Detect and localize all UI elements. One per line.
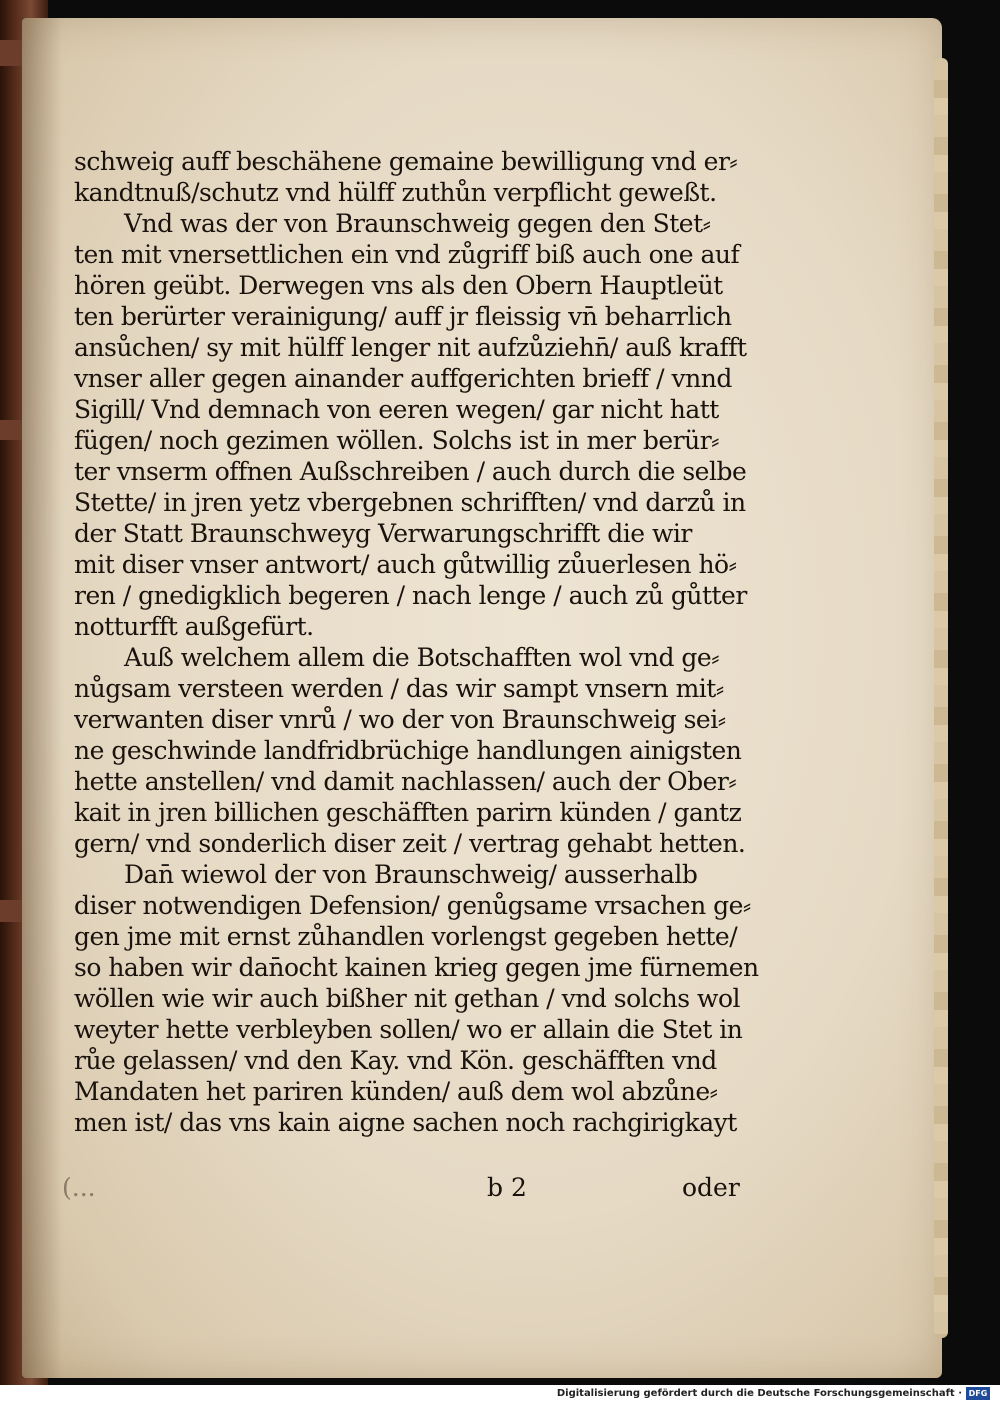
text-line: verwanten diser vnrů / wo der von Braunschweig sei⸗ — [74, 705, 726, 734]
text-line: ten mit vnersettlichen ein vnd zůgriff biß auch one auf — [74, 240, 740, 269]
ink-smudge: (... — [62, 1173, 96, 1202]
text-line: mit diser vnser antwort/ auch gůtwillig zůuerlesen hö⸗ — [74, 550, 737, 579]
text-line: hette anstellen/ vnd damit nachlassen/ auch der Ober⸗ — [74, 767, 737, 796]
text-line: der Statt Braunschweyg Verwarungschrifft die wir — [74, 519, 692, 548]
text-line: gen jme mit ernst zůhandlen vorlengst gegeben hette/ — [74, 922, 738, 951]
dfg-logo: DFG — [966, 1387, 990, 1400]
text-line: růe gelassen/ vnd den Kay. vnd Kön. geschäfften vnd — [74, 1046, 717, 1075]
text-line: hören geübt. Derwegen vns als den Obern Hauptleüt — [74, 271, 723, 300]
text-line: ter vnserm offnen Außschreiben / auch durch die selbe — [74, 457, 747, 486]
text-line: diser notwendigen Defension/ genůgsame vrsachen ge⸗ — [74, 891, 751, 920]
digitization-credit: Digitalisierung gefördert durch die Deutsche Forschungsgemeinschaft · — [556, 1388, 962, 1399]
text-line: Vnd was der von Braunschweig gegen den Stet⸗ — [124, 209, 711, 238]
text-line: Auß welchem allem die Botschafften wol vnd ge⸗ — [124, 643, 720, 672]
text-line: Stette/ in jren yetz vbergebnen schrifften/ vnd darzů in — [74, 488, 746, 517]
page-edge-wear — [934, 58, 948, 1338]
text-line: schweig auff beschähene gemaine bewilligung vnd er⸗ — [74, 147, 738, 176]
text-line: ansůchen/ sy mit hülff lenger nit aufzůziehn̄/ auß krafft — [74, 333, 747, 362]
text-line: kandtnuß/schutz vnd hülff zuthůn verpflicht geweßt. — [74, 178, 717, 207]
text-line: kait in jren billichen geschäfften parirn künden / gantz — [74, 798, 742, 827]
text-line: Sigill/ Vnd demnach von eeren wegen/ gar nicht hatt — [74, 395, 719, 424]
text-line: ten berürter verainigung/ auff jr fleissig vn̄ beharrlich — [74, 302, 732, 331]
text-line: Mandaten het pariren künden/ auß dem wol abzůne⸗ — [74, 1077, 718, 1106]
catchword: oder — [682, 1173, 740, 1202]
text-line: so haben wir dan̄ocht kainen krieg gegen jme fürnemen — [74, 953, 759, 982]
text-line: ren / gnedigklich begeren / nach lenge / auch zů gůtter — [74, 581, 747, 610]
text-line: wöllen wie wir auch bißher nit gethan / vnd solchs wol — [74, 984, 740, 1013]
gutter-shadow — [22, 18, 62, 1378]
text-line: ne geschwinde landfridbrüchige handlungen ainigsten — [74, 736, 742, 765]
text-line: weyter hette verbleyben sollen/ wo er allain die Stet in — [74, 1015, 743, 1044]
text-line: gern/ vnd sonderlich diser zeit / vertrag gehabt hetten. — [74, 829, 746, 858]
text-line: fügen/ noch gezimen wöllen. Solchs ist in mer berür⸗ — [74, 426, 720, 455]
text-line: men ist/ das vns kain aigne sachen noch rachgirigkayt — [74, 1108, 737, 1137]
text-line: vnser aller gegen ainander auffgerichten brieff / vnnd — [74, 364, 732, 393]
page-text-block — [74, 146, 764, 1138]
text-line: notturfft außgefürt. — [74, 612, 314, 641]
text-line: nůgsam versteen werden / das wir sampt vnsern mit⸗ — [74, 674, 724, 703]
page-footer — [62, 1173, 752, 1205]
text-line: Dan̄ wiewol der von Braunschweig/ ausserhalb — [124, 860, 698, 889]
book-page — [22, 18, 942, 1378]
signature-mark: b 2 — [487, 1173, 527, 1202]
